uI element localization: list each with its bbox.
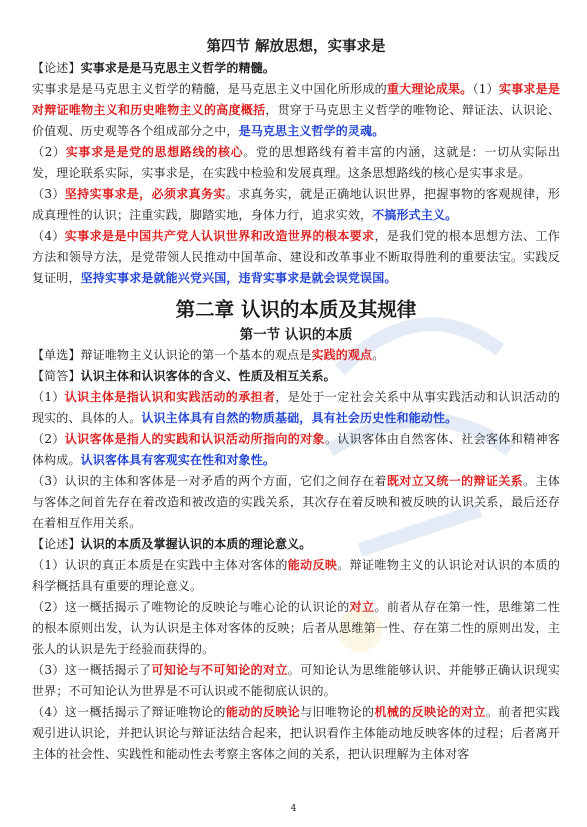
text-run: （2）这一概括揭示了唯物论的反映论与唯心论的认识论的 [32, 600, 350, 614]
answer-paragraph [32, 702, 560, 765]
answer-paragraph [32, 471, 560, 534]
section-subtitle: 第一节 认识的本质 [239, 327, 353, 343]
page-number: 4 [290, 804, 297, 814]
text-run: （4）这一概括揭示了辩证唯物论的 [32, 705, 226, 719]
text-run: 。党的思想路线有着丰富的内涵，这就是：一切从实际出发，理论联系实际，实事求是，在实践中检验和发展真理。这条思想路线的核心是实事求是。 [32, 145, 560, 180]
text-run: （2） [32, 432, 65, 446]
highlight-red: 对立 [349, 600, 375, 614]
highlight-red: 机械的反映论的对立 [374, 705, 486, 719]
answer-paragraph [32, 555, 560, 597]
text-run: （1） [472, 82, 499, 96]
text-run: （1） [32, 390, 65, 404]
highlight-red: 实事求是是中国共产党人认识世界和改造世界的根本要求 [64, 229, 375, 243]
highlight-blue: 认识主体具有自然的物质基础，具有社会历史性和能动性。 [141, 411, 458, 425]
text-run: （3） [32, 187, 65, 201]
question-text: 认识的本质及掌握认识的本质的理论意义。 [80, 537, 312, 551]
highlight-red: 认识客体是指人的实践和认识活动所指向的对象 [64, 432, 325, 446]
essay-question-1 [32, 58, 560, 79]
text-run: 。辩证唯物主义的认识论对认识的本质的科学概括具有重要的理论意义。 [32, 558, 560, 593]
highlight-red: 既对立又统一的辩证关系 [386, 474, 524, 488]
highlight-red: 可知论与不可知论的对立 [151, 663, 288, 677]
paragraph [32, 184, 560, 226]
section-title: 第四节 解放思想，实事求是 [206, 39, 386, 55]
text-run: （3）这一概括揭示了 [32, 663, 152, 677]
highlight-blue: 认识客体具有客观实在性和对象性。 [80, 453, 276, 467]
text-run: 与旧唯物论的 [300, 705, 375, 719]
text-run: 实事求是是马克思主义哲学的精髓，是马克思主义中国化所形成的 [32, 82, 387, 96]
single-choice-question [32, 345, 560, 366]
highlight-red: 实事求是是党的思想路线的核心 [65, 145, 244, 159]
highlight-red: 实践的观点 [311, 348, 373, 362]
text-run: 。 [372, 348, 385, 362]
text-run: ，贯穿于马克思主义哲学的唯物论、辩证法、认识论、价值观、历史观等各个组成部分之中， [32, 103, 560, 138]
highlight-red: 认识主体是指认识和实践活动的承担者 [64, 390, 276, 404]
content-area [32, 36, 560, 765]
highlight-red: 实事求是是对辩证唯物主义和历史唯物主义的高度概括 [32, 82, 560, 117]
question-tag: 【论述】 [32, 537, 81, 551]
text-run: 。求真务实，就是正确地认识世界，把握事物的客观规律，形成真理性的认识；注重实践，脚踏实地，身体力行，追求实效， [32, 187, 560, 222]
answer-paragraph [32, 597, 560, 660]
text-run: 。可知论认为思维能够认识、并能够正确认识现实世界；不可知论认为世界是不可认识或不能彻底认识的。 [32, 663, 560, 698]
chapter-title: 第二章 认识的本质及其规律 [175, 298, 417, 321]
answer-paragraph [32, 660, 560, 702]
text-run: （2） [32, 145, 66, 159]
highlight-blue: 坚持实事求是就能兴党兴国，违背实事求是就会误党误国。 [80, 271, 397, 285]
text-run: （1）认识的真正本质是在实践中主体对客体的 [32, 558, 288, 572]
text-run: ，是我们党的根本思想方法、工作方法和领导方法，是党带领人民推动中国革命、建设和改革事业不断取得胜利的重要法宝。实践反复证明， [32, 229, 560, 285]
highlight-blue: 是马克思主义哲学的灵魂。 [238, 124, 385, 138]
question-text: 实事求是是马克思主义哲学的精髓。 [80, 61, 276, 75]
text-run: （4） [32, 229, 65, 243]
highlight-red: 能动的反映论 [225, 705, 301, 719]
paragraph [32, 79, 560, 142]
essay-question-2 [32, 534, 560, 555]
question-text: 认识主体和认识客体的含义、性质及相互关系。 [80, 369, 336, 383]
paragraph [32, 226, 560, 289]
text-run: 。前者把实践观引进认识论，并把认识论与辩证法结合起来，把认识看作主体能动地反映客体的过程；后者离开主体的社会性、实践性和能动性去考察主客体之间的关系，把认识理解为主体对客 [32, 705, 560, 761]
answer-paragraph [32, 429, 560, 471]
question-tag: 【简答】 [32, 369, 81, 383]
text-run: ，是处于一定社会关系中从事实践活动和认识活动的现实的、具体的人。 [32, 390, 560, 425]
text-run: 【单选】辩证唯物主义认识论的第一个基本的观点是 [32, 348, 312, 362]
highlight-blue: 不搞形式主义。 [372, 208, 458, 222]
highlight-red: 重大理论成果。 [386, 82, 473, 96]
text-run: 。主体与客体之间首先存在着改造和被改造的实践关系，其次存在着反映和被反映的认识关系，最后还存在着相互作用关系。 [32, 474, 560, 530]
short-answer-question [32, 366, 560, 387]
paragraph [32, 142, 560, 184]
highlight-red: 能动反映 [287, 558, 338, 572]
question-tag: 【论述】 [32, 61, 81, 75]
text-run: 。认识客体由自然客体、社会客体和精神客体构成。 [32, 432, 560, 467]
answer-paragraph [32, 387, 560, 429]
highlight-red: 坚持实事求是，必须求真务实 [64, 187, 226, 201]
text-run: （3）认识的主体和客体是一对矛盾的两个方面，它们之间存在着 [32, 474, 387, 488]
text-run: 。前者从存在第一性，思维第二性的根本原则出发，认为认识是主体对客体的反映；后者从思维第一性、存在第二性的原则出发，主张人的认识是先于经验而获得的。 [32, 600, 560, 656]
